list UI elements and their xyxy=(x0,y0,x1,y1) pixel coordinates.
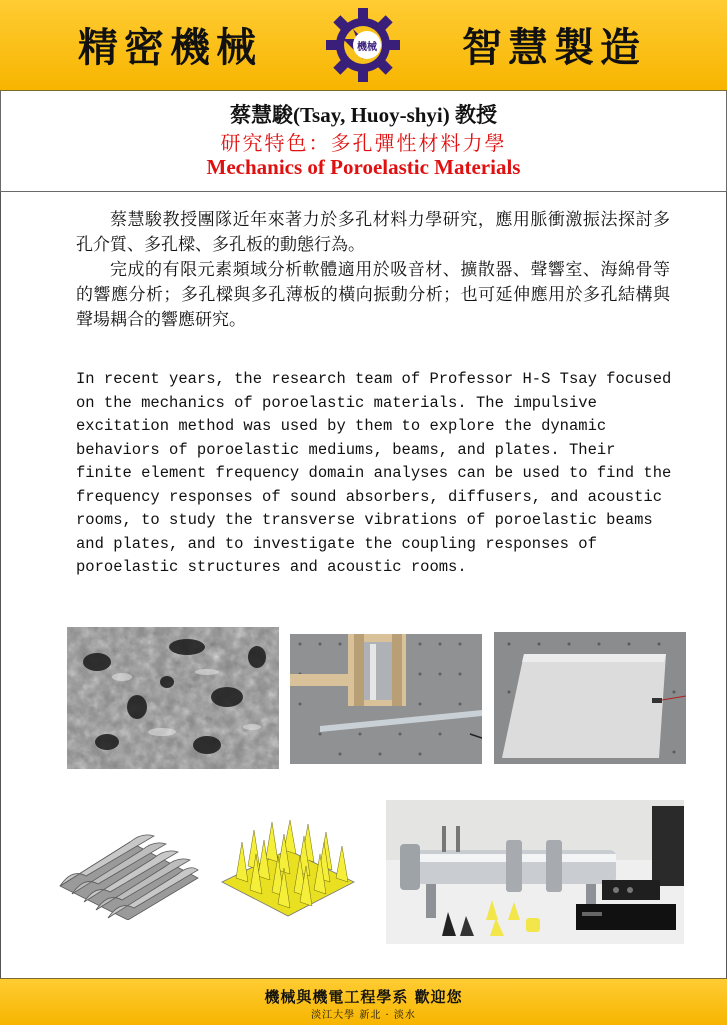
title-box xyxy=(0,91,727,192)
gear-logo-icon xyxy=(326,8,400,82)
zh-paragraph-1: 蔡慧駿教授團隊近年來著力於多孔材料力學研究，應用脈衝激振法探討多孔介質、多孔樑、多孔板的動態行為。 xyxy=(76,210,670,255)
plate-test-photo xyxy=(494,632,686,764)
footer-location: 淡江大學 新北 · 淡水 xyxy=(311,1010,416,1021)
footer-banner xyxy=(0,978,727,1025)
footer-welcome: 機械與機電工程學系 歡迎您 xyxy=(264,988,463,1006)
absorber-pyramid-render xyxy=(218,820,358,920)
header-right-title: 智慧製造 xyxy=(462,24,646,71)
professor-name: 蔡慧駿(Tsay, Huoy-shyi) 教授 xyxy=(229,103,498,127)
header-banner xyxy=(0,0,727,91)
zh-paragraph-2: 完成的有限元素頻域分析軟體適用於吸音材、擴散器、聲響室、海綿骨等的響應分析；多孔樑與多孔薄板的橫向振動分析；也可延伸應用於多孔結構與聲場耦合的響應研究。 xyxy=(76,260,670,330)
diffuser-model-render xyxy=(58,828,200,920)
logo-text: 機械 xyxy=(357,42,377,53)
header-left-title: 精密機械 xyxy=(78,24,262,71)
impedance-tube-photo xyxy=(386,800,684,944)
chinese-description xyxy=(76,208,670,333)
research-feature-en: Mechanics of Poroelastic Materials xyxy=(206,155,521,179)
english-description: In recent years, the research team of Professor H-S Tsay focused on the mechanics of poroelastic materials. The impulsive excitation method was used by them to explore the dynamic behaviors of poroelastic mediums, beams, and plates. Their finite element frequency domain analyses can be used to find the frequency responses of sound absorbers, diffusers, and acoustic rooms, to study the transverse vibrations of poroelastic beams and plates, and to investigate the coupling responses of poroelastic structures and acoustic rooms. xyxy=(76,370,672,576)
research-feature-zh: 研究特色：多孔彈性材料力學 xyxy=(220,131,507,155)
beam-test-photo xyxy=(290,634,482,764)
sem-micrograph-image xyxy=(67,627,279,769)
